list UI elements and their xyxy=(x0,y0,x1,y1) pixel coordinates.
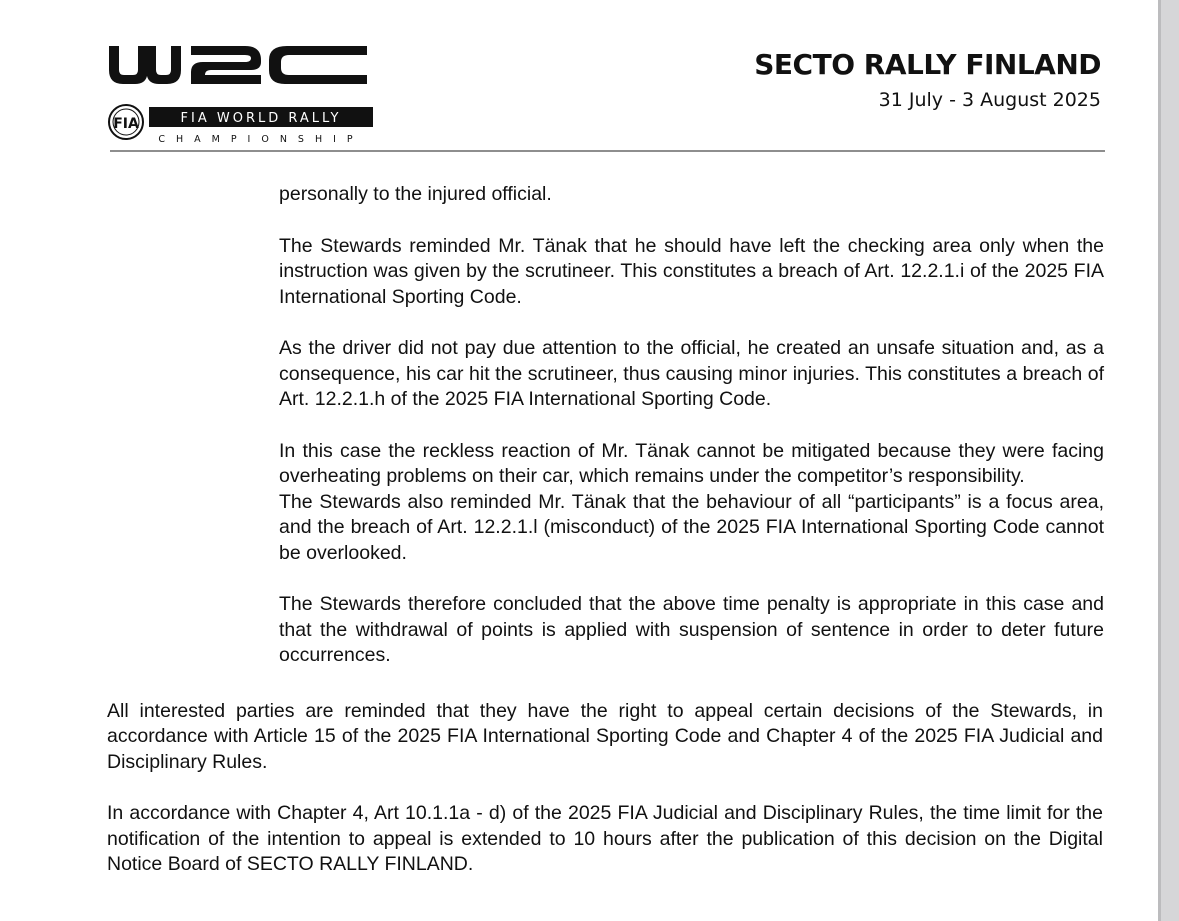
paragraph-conclusion: The Stewards therefore concluded that the above time penalty is appropriate in this case and that the withdrawal of points is applied with suspension of sentence in order to deter future occurrences. xyxy=(279,593,1104,666)
fia-badge-text: FIA xyxy=(113,116,139,132)
document-body xyxy=(0,182,1179,878)
event-title: SECTO RALLY FINLAND xyxy=(754,48,1101,81)
logo-tagline-line1: FIA WORLD RALLY xyxy=(180,111,342,126)
paragraph-appeal-time-limit: In accordance with Chapter 4, Art 10.1.1a - d) of the 2025 FIA Judicial and Disciplinary Rules, the time limit for the notification of the intention to appeal is extended to 10 hours after the publication of this decision on the Digital Notice Board of SECTO RALLY FINLAND. xyxy=(107,802,1103,875)
wrc-logo xyxy=(105,40,380,150)
event-dates: 31 July - 3 August 2025 xyxy=(878,89,1101,111)
event-header xyxy=(754,46,1101,112)
wrc-logo-graphic xyxy=(105,40,380,150)
fia-badge-icon xyxy=(109,105,143,139)
paragraph-injured-official: personally to the injured official. xyxy=(279,183,552,205)
header-divider xyxy=(110,150,1105,152)
paragraph-appeal-rights: All interested parties are reminded that they have the right to appeal certain decisions of the Stewards, in accordance with Article 15 of the 2025 FIA International Sporting Code and Chapter 4 of the 2025 FIA Judicial and Disciplinary Rules. xyxy=(107,699,1103,773)
paragraph-checking-area: The Stewards reminded Mr. Tänak that he should have left the checking area only when the instruction was given by the scrutineer. This constitutes a breach of Art. 12.2.1.i of the 2025 FIA International Sporting Code. xyxy=(279,234,1104,308)
paragraph-reckless-reaction: In this case the reckless reaction of Mr. Tänak cannot be mitigated because they were facing overheating problems on their car, which remains under the competitor’s responsibility. xyxy=(279,439,1104,487)
paragraph-participants-behaviour: The Stewards also reminded Mr. Tänak that the behaviour of all “participants” is a focus area, and the breach of Art. 12.2.1.l (misconduct) of the 2025 FIA International Sporting Code cannot be overlooked. xyxy=(279,490,1104,564)
paragraph-unsafe-situation: As the driver did not pay due attention to the official, he created an unsafe situation and, as a consequence, his car hit the scrutineer, thus causing minor injuries. This constitutes a breach of Art. 12.2.1.h of the 2025 FIA International Sporting Code. xyxy=(279,337,1104,410)
logo-tagline-line2: CHAMPIONSHIP xyxy=(158,134,364,145)
